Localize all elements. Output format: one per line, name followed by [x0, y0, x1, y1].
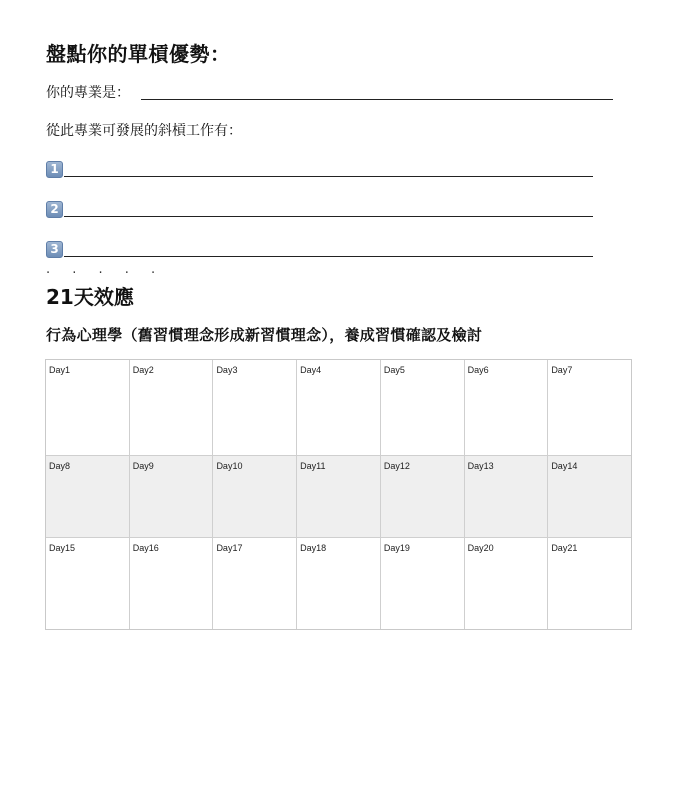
calendar-week-2	[46, 456, 631, 538]
day-cell[interactable]: Day13	[465, 456, 549, 537]
day-cell[interactable]: Day16	[130, 538, 214, 629]
page-title: 盤點你的單槓優勢：	[46, 42, 231, 66]
number-one-icon: 1	[46, 161, 63, 178]
section-subtitle: 行為心理學（舊習慣理念形成新習慣理念），養成習慣確認及檢討	[46, 326, 483, 344]
day-cell[interactable]: Day2	[130, 360, 214, 455]
continuation-dots: · · · · ·	[46, 266, 165, 281]
day-cell[interactable]: Day3	[213, 360, 297, 455]
calendar-week-3	[46, 538, 631, 629]
slash-work-line-1[interactable]	[64, 176, 593, 177]
day-cell[interactable]: Day8	[46, 456, 130, 537]
day-cell[interactable]: Day11	[297, 456, 381, 537]
section-title-21-days: 21天效應	[46, 285, 134, 309]
slash-work-line-3[interactable]	[64, 256, 593, 257]
day-cell[interactable]: Day19	[381, 538, 465, 629]
day-cell[interactable]: Day18	[297, 538, 381, 629]
day-cell[interactable]: Day1	[46, 360, 130, 455]
day-cell[interactable]: Day17	[213, 538, 297, 629]
day-cell[interactable]: Day7	[551, 365, 573, 375]
day-cell[interactable]: Day5	[381, 360, 465, 455]
day-cell[interactable]: Day20	[465, 538, 549, 629]
day-cell[interactable]: Day21	[551, 543, 578, 553]
day-cell[interactable]: Day12	[381, 456, 465, 537]
slash-work-label: 從此專業可發展的斜槓工作有：	[46, 123, 242, 139]
day-cell[interactable]: Day9	[130, 456, 214, 537]
number-three-icon: 3	[46, 241, 63, 258]
day-cell[interactable]: Day4	[297, 360, 381, 455]
habit-calendar-grid	[45, 359, 632, 630]
day-cell[interactable]: Day6	[465, 360, 549, 455]
profession-label: 你的專業是：	[46, 85, 130, 101]
day-cell[interactable]: Day14	[551, 461, 578, 471]
day-cell[interactable]: Day10	[213, 456, 297, 537]
calendar-week-1	[46, 360, 631, 456]
day-cell[interactable]: Day15	[46, 538, 130, 629]
slash-work-line-2[interactable]	[64, 216, 593, 217]
profession-answer-line[interactable]	[141, 99, 613, 100]
number-two-icon: 2	[46, 201, 63, 218]
